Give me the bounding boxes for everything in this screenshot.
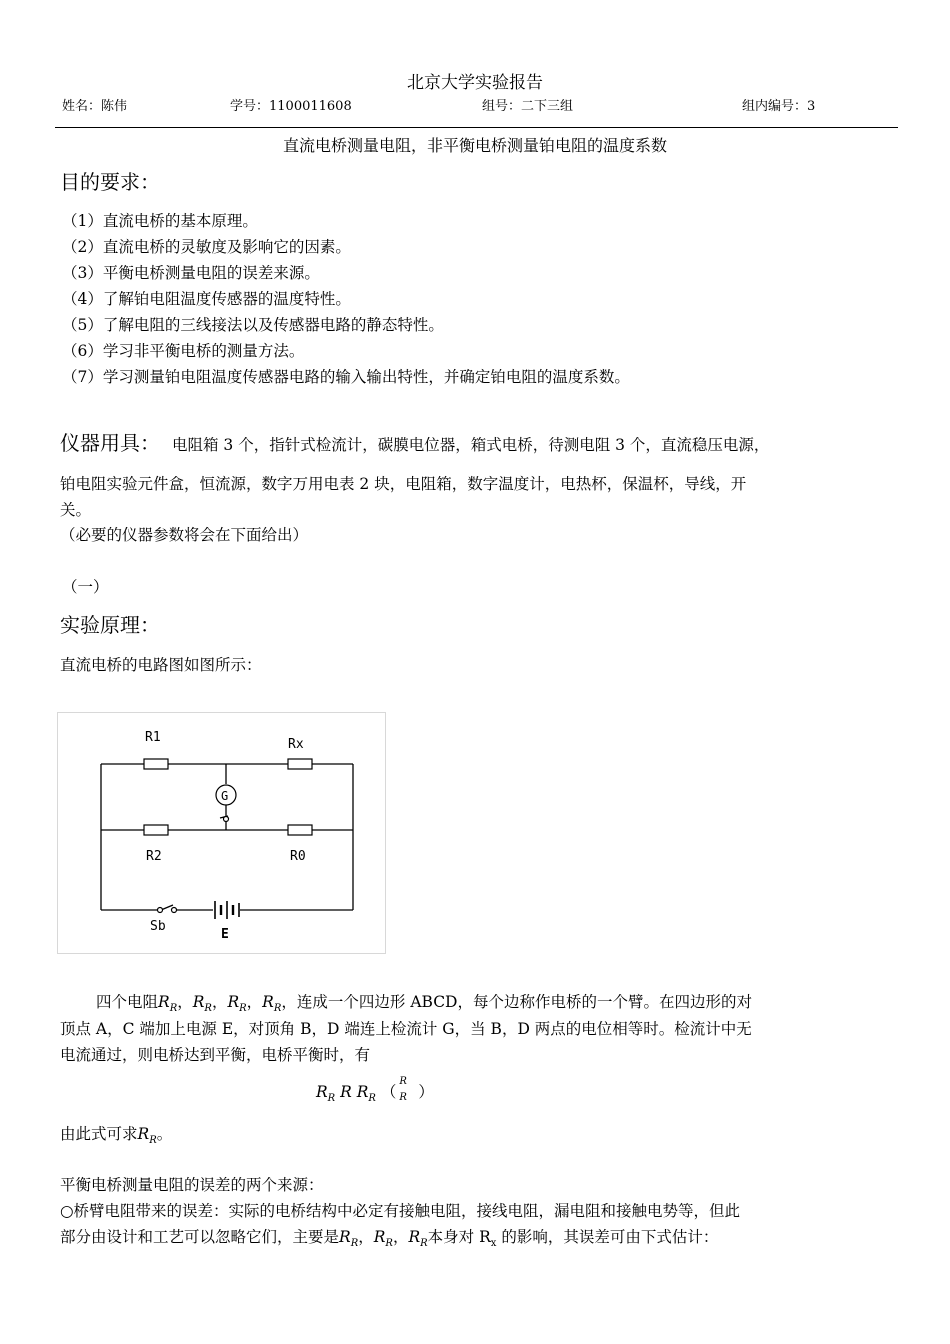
- header-rule: [55, 127, 898, 128]
- principle-heading: 实验原理：: [60, 613, 160, 637]
- balance-equation: [316, 1078, 434, 1108]
- symbol-r: R: [158, 993, 170, 1011]
- symbol-r: R: [339, 1228, 351, 1246]
- experiment-subtitle: 直流电桥测量电阻，非平衡电桥测量铂电阻的温度系数: [282, 136, 667, 155]
- text-run: 本身对 R: [427, 1228, 491, 1246]
- symbol-sub: R: [350, 1238, 359, 1249]
- resistor-r1: [144, 759, 168, 769]
- label-g: G: [221, 789, 229, 803]
- symbol-r: R: [373, 1228, 386, 1246]
- principle-paragraph-line-1: [96, 990, 752, 1014]
- symbol-r: R: [137, 1125, 150, 1143]
- objective-item: （5）了解电阻的三线接法以及传感器电路的静态特性。: [62, 316, 444, 334]
- symbol-r: R: [262, 993, 274, 1011]
- objective-item: （7）学习测量铂电阻温度传感器电路的输入输出特性，并确定铂电阻的温度系数。: [62, 368, 630, 386]
- resistor-r2: [144, 825, 168, 835]
- symbol-r: R: [227, 993, 240, 1011]
- subscript-x: x: [490, 1238, 497, 1249]
- instruments-heading: 仪器用具：: [60, 431, 160, 455]
- errors-heading: 平衡电桥测量电阻的误差的两个来源：: [60, 1176, 324, 1194]
- instruments-note: （必要的仪器参数将会在下面给出）: [60, 526, 309, 544]
- comma: ，: [246, 993, 263, 1011]
- instruments-line-1: 电阻箱 3 个，指针式检流计，碳膜电位器，箱式电桥，待测电阻 3 个，直流稳压电源，: [172, 436, 770, 454]
- resistor-r0: [288, 825, 312, 835]
- symbol-r: R: [408, 1228, 421, 1246]
- group: 组号：二下三组: [482, 99, 574, 114]
- fraction-numerator: R: [399, 1076, 407, 1087]
- text-run: 由此式可求: [60, 1125, 138, 1143]
- bridge-circuit-diagram: [57, 712, 386, 954]
- label-r2: R2: [146, 849, 162, 864]
- symbol-sub: R: [273, 1003, 282, 1014]
- symbol-sub: R: [385, 1238, 393, 1249]
- comma: ，: [177, 993, 193, 1011]
- errors-line-1: [60, 1199, 740, 1221]
- label-r0: R0: [290, 849, 306, 864]
- objectives-list: [62, 208, 630, 390]
- label-e: E: [221, 927, 229, 942]
- comma: ，: [211, 993, 228, 1011]
- paren-close: ）: [418, 1083, 434, 1101]
- principle-paragraph-line-2: 顶点 A，C 端加上电源 E，对顶角 B，D 端连上检流计 G，当 B，D 两点的电位相等时。检流计中无: [60, 1020, 752, 1038]
- group-number: 组内编号：3: [742, 99, 816, 114]
- text-run: 四个电阻: [96, 993, 159, 1011]
- student-name: 姓名：陈伟: [62, 99, 128, 114]
- comma: ，: [281, 993, 297, 1011]
- symbol-sub: R: [368, 1093, 376, 1104]
- text-run: 。: [156, 1125, 173, 1143]
- objective-item: （3）平衡电桥测量电阻的误差来源。: [62, 264, 320, 282]
- symbol-sub: R: [149, 1135, 157, 1146]
- objective-item: （4）了解铂电阻温度传感器的温度特性。: [62, 290, 351, 308]
- label-sb: Sb: [150, 919, 166, 934]
- section-number: （一）: [62, 578, 109, 596]
- objectives-heading: 目的要求：: [60, 170, 160, 194]
- principle-intro: 直流电桥的电路图如图所示：: [60, 656, 262, 674]
- symbol-sub: R: [420, 1238, 428, 1249]
- fraction-denominator: R: [399, 1092, 407, 1103]
- switch-sb-contact: [158, 908, 163, 913]
- errors-line-2: [60, 1225, 718, 1249]
- symbol-sub: R: [327, 1093, 336, 1104]
- solve-statement: [60, 1122, 172, 1146]
- battery-e: [215, 901, 239, 919]
- text-run: 连成一个四边形 ABCD，每个边称作电桥的一个臂。在四边形的对: [296, 993, 752, 1011]
- student-id: 学号：1100011608: [230, 99, 352, 114]
- objective-item: （1）直流电桥的基本原理。: [62, 212, 258, 230]
- paren-open: （: [380, 1083, 397, 1101]
- text-run: 部分由设计和工艺可以忽略它们，主要是: [60, 1228, 340, 1246]
- principle-paragraph-line-3: 电流通过，则电桥达到平衡，电桥平衡时，有: [60, 1046, 371, 1064]
- symbol-r: R: [316, 1083, 328, 1101]
- objective-item: （6）学习非平衡电桥的测量方法。: [62, 342, 305, 360]
- label-rx: Rx: [288, 737, 304, 752]
- circuit-svg: [58, 713, 385, 953]
- resistor-rx: [288, 759, 312, 769]
- comma: ，: [358, 1228, 374, 1246]
- switch-contact: [224, 817, 229, 822]
- symbol-r: R: [340, 1083, 352, 1101]
- label-r1: R1: [145, 730, 161, 745]
- instruments-line-2: 铂电阻实验元件盒，恒流源，数字万用电表 2 块，电阻箱，数字温度计，电热杯，保温杯，导线，开: [60, 475, 747, 493]
- symbol-sub: R: [239, 1003, 247, 1014]
- symbol-sub: R: [169, 1003, 178, 1014]
- comma: ，: [392, 1228, 409, 1246]
- bullet-circle-icon: ○: [60, 1202, 74, 1220]
- text-run: 的影响，其误差可由下式估计：: [496, 1228, 719, 1246]
- instruments-line-3: 关。: [60, 501, 92, 519]
- symbol-r: R: [356, 1083, 369, 1101]
- objective-item: （2）直流电桥的灵敏度及影响它的因素。: [62, 238, 351, 256]
- fraction: [396, 1078, 418, 1108]
- symbol-sub: R: [204, 1003, 212, 1014]
- report-title: 北京大学实验报告: [407, 73, 543, 93]
- switch-sb-contact: [172, 908, 177, 913]
- symbol-r: R: [192, 993, 205, 1011]
- text-run: 桥臂电阻带来的误差：实际的电桥结构中必定有接触电阻，接线电阻，漏电阻和接触电势等，但此: [73, 1202, 741, 1220]
